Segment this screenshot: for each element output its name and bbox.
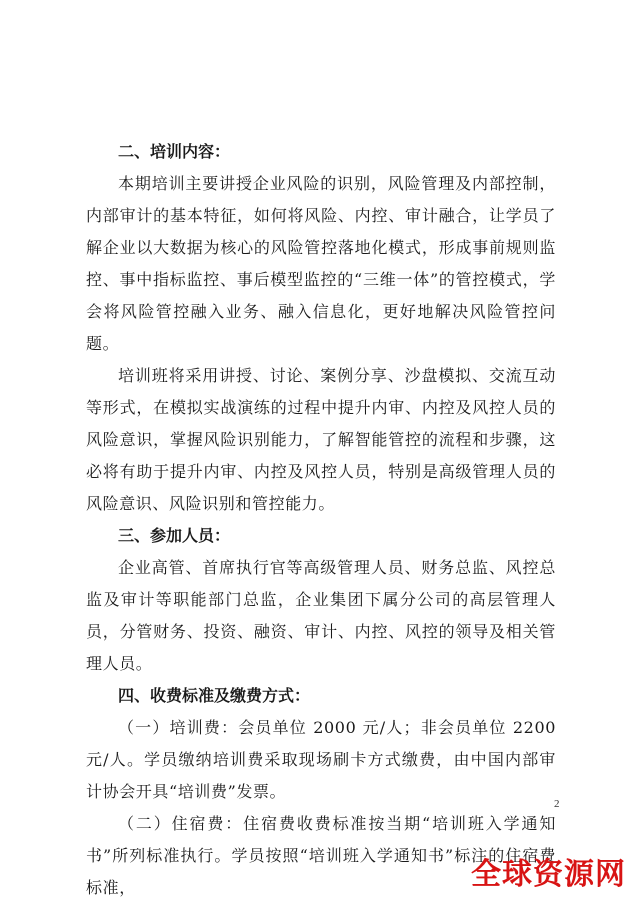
section-heading: 四、收费标准及缴费方式： [118,686,311,705]
page-number: 2 [554,798,560,810]
paragraph: 企业高管、首席执行官等高级管理人员、财务总监、风控总监及审计等职能部门总监，企业集团下属分公司的高层管理人员，分管财务、投资、融资、审计、内控、风控的领导及相关管理人员。 [86,558,556,673]
section-heading: 三、参加人员： [118,526,231,545]
paragraph: 培训班将采用讲授、讨论、案例分享、沙盘模拟、交流互动等形式，在模拟实战演练的过程中提升内审、内控及风控人员的风险意识，掌握风险识别能力，了解智能管控的流程和步骤，这必将有助于提升内审、内控及风控人员，特别是高级管理人员的风险意识、风险识别和管控能力。 [86,366,556,513]
section-participants [86,520,556,680]
paragraph: （二）住宿费：住宿费收费标准按当期“培训班入学通知书”所列标准执行。学员按照“培训班入学通知书”标注的住宿费标准， [86,814,556,897]
watermark-logo: 全球资源网 [471,857,626,892]
section-training-content [86,136,556,520]
paragraph: 本期培训主要讲授企业风险的识别，风险管理及内部控制，内部审计的基本特征，如何将风险、内控、审计融合，让学员了解企业以大数据为核心的风险管控落地化模式，形成事前规则监控、事中指标监控、事后模型监控的“三维一体”的管控模式，学会将风险管控融入业务、融入信息化，更好地解决风险管控问题。 [86,174,556,353]
section-heading: 二、培训内容： [118,142,231,161]
document-body [86,136,556,904]
paragraph: （一）培训费：会员单位 2000 元/人；非会员单位 2200 元/人。学员缴纳培训费采取现场刷卡方式缴费，由中国内部审计协会开具“培训费”发票。 [86,718,556,801]
